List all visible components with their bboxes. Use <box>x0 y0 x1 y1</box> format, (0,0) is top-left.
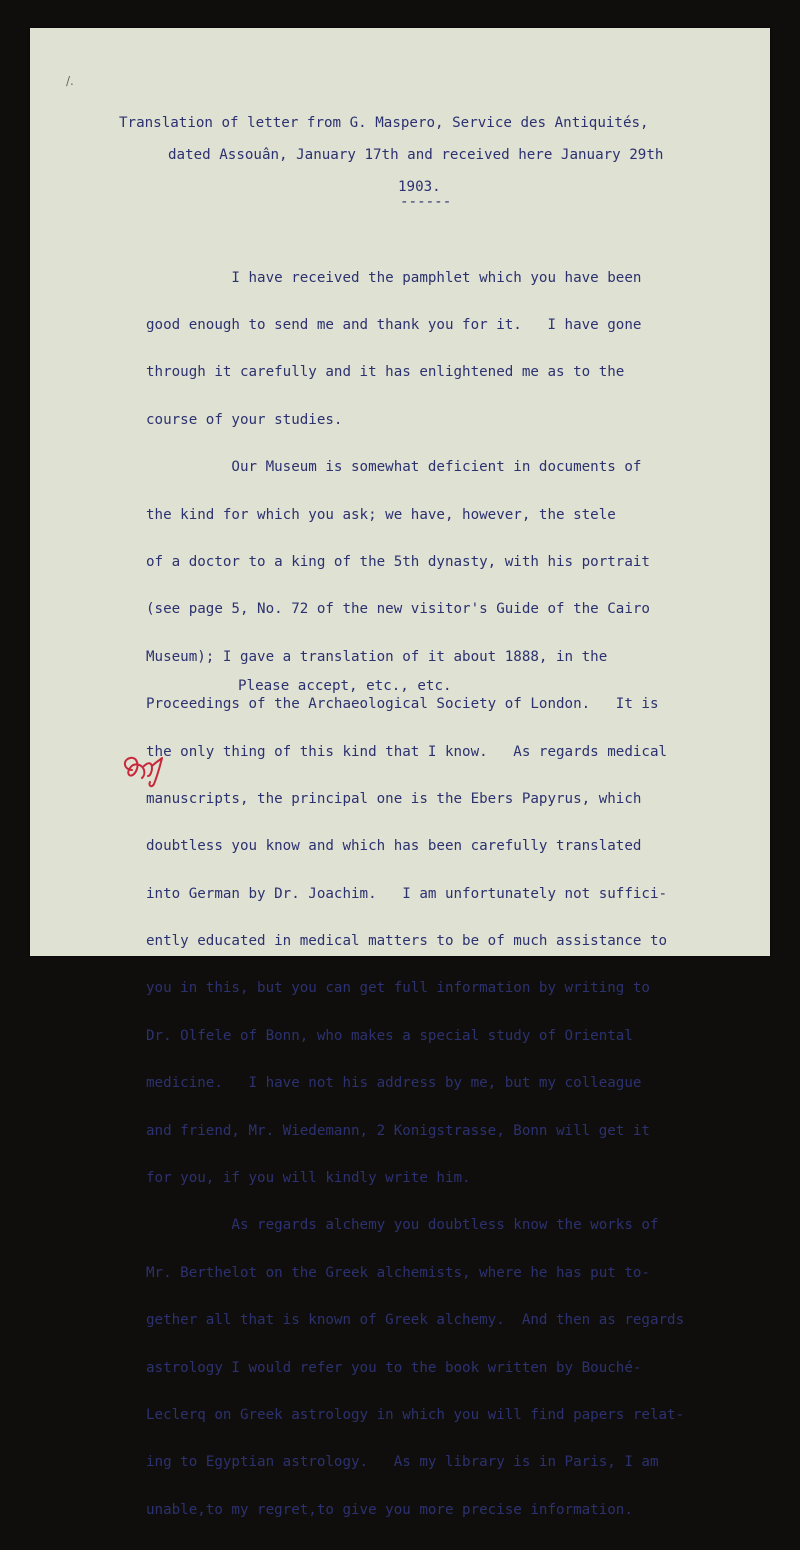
closing-line: Please accept, etc., etc. <box>238 678 452 694</box>
body-line: gether all that is known of Greek alchemy. And then as regards <box>146 1312 685 1329</box>
body-line: astrology I would refer you to the book written by Bouché- <box>146 1359 642 1376</box>
body-line: manuscripts, the principal one is the Ebers Papyrus, which <box>146 790 642 807</box>
body-line: the kind for which you ask; we have, however, the stele <box>146 506 616 523</box>
pencil-mark: /. <box>66 74 74 88</box>
red-signature-icon <box>118 740 178 788</box>
title-underline: ------ <box>400 194 452 210</box>
body-line: ing to Egyptian astrology. As my library is in Paris, I am <box>146 1454 659 1471</box>
body-line: Dr. Olfele of Bonn, who makes a special study of Oriental <box>146 1027 633 1044</box>
body-line: you in this, but you can get full information by writing to <box>146 980 650 997</box>
body-line: and friend, Mr. Wiedemann, 2 Konigstrasse, Bonn will get it <box>146 1122 650 1139</box>
title-line-1: Translation of letter from G. Maspero, Service des Antiquités, <box>119 115 649 131</box>
body-line: medicine. I have not his address by me, but my colleague <box>146 1075 642 1092</box>
body-line: the only thing of this kind that I know. As regards medical <box>146 743 668 760</box>
letter-body <box>146 239 684 1550</box>
body-line: Leclerq on Greek astrology in which you will find papers relat- <box>146 1406 685 1423</box>
body-line: course of your studies. <box>146 411 343 428</box>
body-line: (see page 5, No. 72 of the new visitor's Guide of the Cairo <box>146 601 650 618</box>
body-line: I have received the pamphlet which you have been <box>146 269 642 286</box>
body-line: through it carefully and it has enlightened me as to the <box>146 364 625 381</box>
body-line: ently educated in medical matters to be of much assistance to <box>146 933 668 950</box>
body-line: Mr. Berthelot on the Greek alchemists, where he has put to- <box>146 1264 650 1281</box>
body-line: doubtless you know and which has been carefully translated <box>146 838 642 855</box>
title-line-2: dated Assouân, January 17th and received here January 29th <box>168 147 664 163</box>
body-line: into German by Dr. Joachim. I am unfortunately not suffici- <box>146 885 668 902</box>
body-line: of a doctor to a king of the 5th dynasty, with his portrait <box>146 553 650 570</box>
body-line: Proceedings of the Archaeological Society of London. It is <box>146 696 659 713</box>
body-line: unable,to my regret,to give you more precise information. <box>146 1501 633 1518</box>
letter-page <box>30 28 770 1518</box>
body-line: good enough to send me and thank you for it. I have gone <box>146 316 642 333</box>
body-line: Our Museum is somewhat deficient in documents of <box>146 459 642 476</box>
title-year: 1903. <box>398 179 441 195</box>
body-line: As regards alchemy you doubtless know the works of <box>146 1217 659 1234</box>
body-line: for you, if you will kindly write him. <box>146 1170 471 1187</box>
body-line: Museum); I gave a translation of it about 1888, in the <box>146 648 608 665</box>
